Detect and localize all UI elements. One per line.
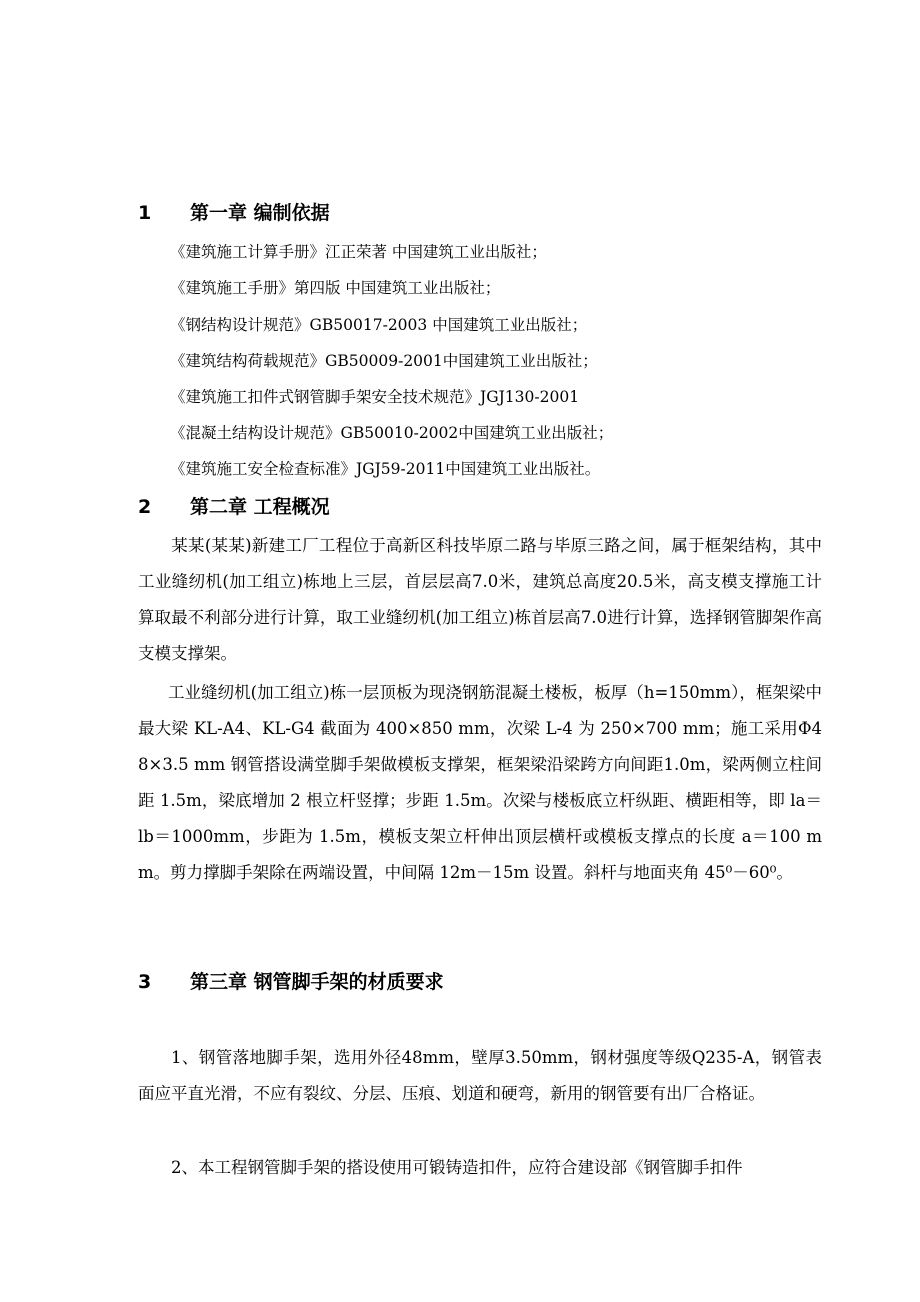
overview-paragraph <box>138 528 822 672</box>
paragraph-text: 工业缝纫机(加工组立)栋一层顶板为现浇钢筋混凝土楼板，板厚（h=150mm），框架梁中最大梁 KL-A4、KL-G4 截面为 400×850 mm，次梁 L-4 为 250×700 mm；施工采用Φ48×3.5 mm 钢管搭设满堂脚手架做模板支撑架，框架梁沿梁跨方向间距1.0m，梁两侧立柱间距 1.5m，梁底增加 2 根立杆竖撑；步距 1.5m。次梁与楼板底立杆纵距、横距相等，即 la＝lb＝1000mm，步距为 1.5m，模板支架立杆伸出顶层横杆或模板支撑点的长度 a＝100 mm。剪力撑脚手架除在两端设置，中间隔 12m－15m 设置。斜杆与地面夹角 45⁰－60⁰。 <box>138 683 822 882</box>
paragraph-text: 某某(某某)新建工厂工程位于高新区科技毕原二路与毕原三路之间，属于框架结构，其中工业缝纫机(加工组立)栋地上三层，首层层高7.0米，建筑总高度20.5米，高支模支撑施工计算取最不利部分进行计算，取工业缝纫机(加工组立)栋首层高7.0进行计算，选择钢管脚架作高支模支撑架。 <box>138 536 822 663</box>
reference-item: 《建筑施工计算手册》江正荣著 中国建筑工业出版社； <box>170 243 547 261</box>
reference-item: 《建筑结构荷载规范》GB50009-2001中国建筑工业出版社； <box>170 352 598 370</box>
overview-paragraph <box>138 675 822 891</box>
material-paragraph <box>138 1150 822 1186</box>
chapter-2-heading <box>138 490 838 524</box>
chapter-title: 第三章 钢管脚手架的材质要求 <box>190 971 444 993</box>
chapter-number: 2 <box>138 496 152 518</box>
reference-item: 《钢结构设计规范》GB50017-2003 中国建筑工业出版社； <box>170 316 588 334</box>
reference-item: 《混凝土结构设计规范》GB50010-2002中国建筑工业出版社； <box>170 424 614 442</box>
reference-item: 《建筑施工扣件式钢管脚手架安全技术规范》JGJ130-2001 <box>170 388 580 406</box>
chapter-title: 第一章 编制依据 <box>190 202 330 224</box>
chapter-number: 1 <box>138 202 152 224</box>
chapter-3-heading <box>138 965 838 999</box>
paragraph-text: 2、本工程钢管脚手架的搭设使用可锻铸造扣件，应符合建设部《钢管脚手扣件 <box>171 1158 743 1177</box>
material-paragraph <box>138 1040 822 1112</box>
chapter-title: 第二章 工程概况 <box>190 496 330 518</box>
paragraph-text: 1、钢管落地脚手架，选用外径48mm，壁厚3.50mm，钢材强度等级Q235-A，钢管表面应平直光滑，不应有裂纹、分层、压痕、划道和硬弯，新用的钢管要有出厂合格证。 <box>138 1048 822 1103</box>
reference-item: 《建筑施工安全检查标准》JGJ59-2011中国建筑工业出版社。 <box>170 460 601 478</box>
reference-item: 《建筑施工手册》第四版 中国建筑工业出版社； <box>170 279 501 297</box>
chapter-1-heading <box>138 196 838 230</box>
chapter-number: 3 <box>138 971 152 993</box>
